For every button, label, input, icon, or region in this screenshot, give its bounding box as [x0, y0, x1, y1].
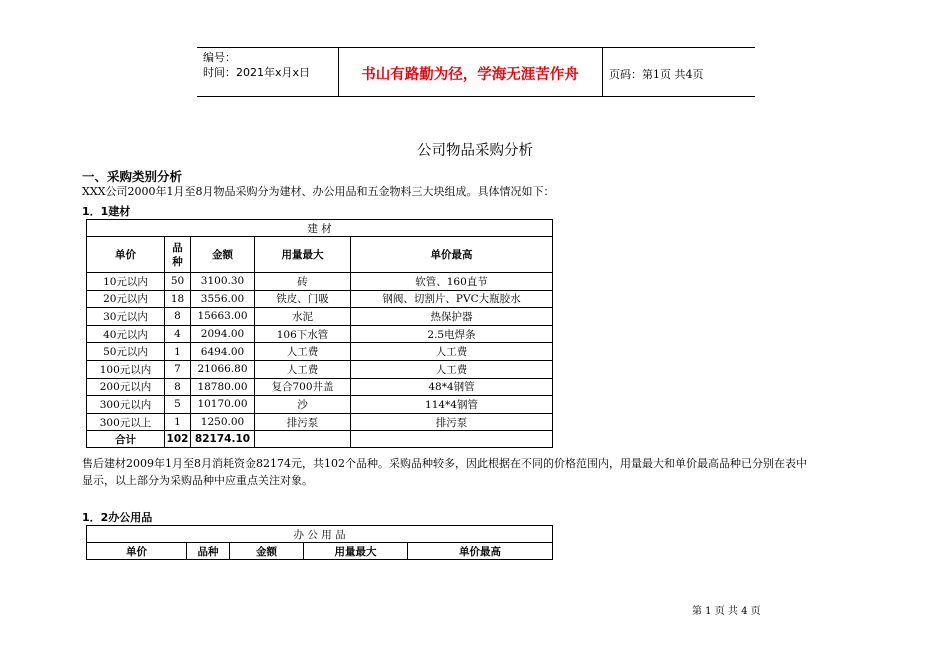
header-left — [203, 50, 310, 80]
header-rule-bottom — [197, 96, 755, 97]
column-header: 品种 — [187, 543, 230, 560]
table-cell: 3100.30 — [191, 273, 255, 291]
table-cell: 7 — [165, 360, 191, 378]
table-row — [87, 413, 553, 431]
table-cell — [255, 431, 351, 448]
table-cell: 114*4钢管 — [351, 396, 553, 414]
table-cell: 20元以内 — [87, 290, 165, 308]
table-cell: 软管、160直节 — [351, 273, 553, 291]
table-cell: 复合700井盖 — [255, 378, 351, 396]
table-caption: 办 公 用 品 — [87, 526, 553, 543]
table-cell: 人工费 — [351, 360, 553, 378]
total-amount: 82174.10 — [191, 431, 255, 448]
table-total-row — [87, 431, 553, 448]
table-cell: 沙 — [255, 396, 351, 414]
table-row — [87, 290, 553, 308]
table-cell: 热保护器 — [351, 308, 553, 326]
total-label: 合计 — [87, 431, 165, 448]
column-header: 品种 — [165, 237, 191, 273]
column-header: 单价 — [87, 543, 187, 560]
table-cell: 15663.00 — [191, 308, 255, 326]
table-cell: 6494.00 — [191, 343, 255, 361]
table-cell: 3556.00 — [191, 290, 255, 308]
table-row — [87, 343, 553, 361]
header-divider — [602, 47, 603, 96]
section-heading: 一、采购类别分析 — [82, 169, 183, 184]
table-cell — [351, 431, 553, 448]
table-cell: 人工费 — [255, 360, 351, 378]
table-cell: 48*4钢管 — [351, 378, 553, 396]
table-cell: 人工费 — [255, 343, 351, 361]
table-cell: 50元以内 — [87, 343, 165, 361]
header-motto: 书山有路勤为径，学海无涯苦作舟 — [361, 67, 579, 83]
table-row — [87, 378, 553, 396]
table-cell: 18780.00 — [191, 378, 255, 396]
table-cell: 水泥 — [255, 308, 351, 326]
table-cell: 排污泵 — [351, 413, 553, 431]
table-cell: 砖 — [255, 273, 351, 291]
table-cell: 排污泵 — [255, 413, 351, 431]
table-row — [87, 273, 553, 291]
table-cell: 10元以内 — [87, 273, 165, 291]
table-cell: 10170.00 — [191, 396, 255, 414]
table-cell: 人工费 — [351, 343, 553, 361]
table-cell: 200元以内 — [87, 378, 165, 396]
table-row — [87, 308, 553, 326]
column-header: 用量最大 — [255, 237, 351, 273]
section-intro: XXX公司2000年1月至8月物品采购分为建材、办公用品和五金物料三大块组成。具体情况如下： — [82, 185, 555, 198]
table-cell: 铁皮、门吸 — [255, 290, 351, 308]
column-header: 金额 — [230, 543, 304, 560]
table-cell: 106下水管 — [255, 325, 351, 343]
table-cell: 40元以内 — [87, 325, 165, 343]
summary-line: 售后建材2009年1月至8月消耗资金82174元，共102个品种。采购品种较多，因此根据在不同的价格范围内，用量最大和单价最高品种已分别在表中 — [82, 457, 807, 470]
table-caption: 建 材 — [87, 220, 553, 237]
table-cell: 1 — [165, 413, 191, 431]
summary-line: 显示，以上部分为采购品种中应重点关注对象。 — [82, 474, 313, 487]
column-header: 金额 — [191, 237, 255, 273]
column-header: 单价最高 — [408, 543, 553, 560]
building-materials-table — [86, 219, 553, 448]
table-cell: 1250.00 — [191, 413, 255, 431]
header-rule-top — [197, 47, 755, 48]
office-supplies-table — [86, 525, 553, 560]
column-header: 用量最大 — [304, 543, 408, 560]
table-cell: 钢阀、切割片、PVC大瓶胶水 — [351, 290, 553, 308]
column-header: 单价 — [87, 237, 165, 273]
table-cell: 50 — [165, 273, 191, 291]
subsection-heading: 1．1建材 — [82, 205, 131, 218]
table-row — [87, 325, 553, 343]
table-cell: 300元以内 — [87, 396, 165, 414]
subsection-heading: 1．2办公用品 — [82, 511, 153, 524]
table-cell: 21066.80 — [191, 360, 255, 378]
summary-paragraph — [82, 455, 807, 489]
table-cell: 300元以上 — [87, 413, 165, 431]
table-cell: 30元以内 — [87, 308, 165, 326]
table-cell: 18 — [165, 290, 191, 308]
table-cell: 8 — [165, 308, 191, 326]
table-cell: 5 — [165, 396, 191, 414]
table-cell: 2.5电焊条 — [351, 325, 553, 343]
header-page-number: 页码：第1页 共4页 — [609, 68, 704, 81]
table-body — [87, 273, 553, 431]
table-cell: 8 — [165, 378, 191, 396]
table-cell: 4 — [165, 325, 191, 343]
total-count: 102 — [165, 431, 191, 448]
column-header: 单价最高 — [351, 237, 553, 273]
table-cell: 100元以内 — [87, 360, 165, 378]
table-cell: 2094.00 — [191, 325, 255, 343]
table-cell: 1 — [165, 343, 191, 361]
document-date: 时间：2021年x月x日 — [203, 66, 311, 79]
document-number: 编号： — [203, 51, 236, 64]
page-footer: 第 1 页 共 4 页 — [692, 606, 761, 617]
page-title: 公司物品采购分析 — [417, 143, 533, 159]
table-row — [87, 396, 553, 414]
table-row — [87, 360, 553, 378]
